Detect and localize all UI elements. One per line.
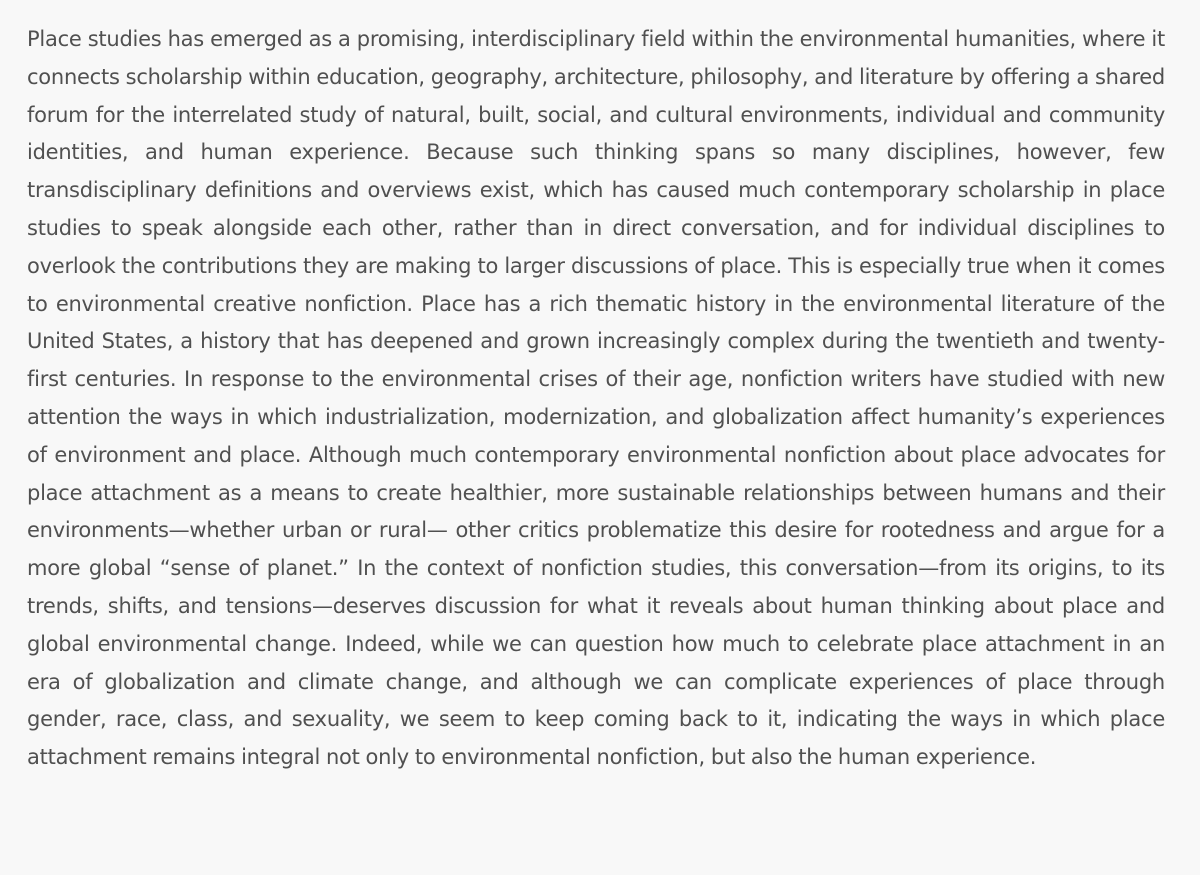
- abstract-paragraph: Place studies has emerged as a promising, interdisciplinary field within the environmental humanities, where it connects scholarship within education, geography, architecture, philosophy, and literature by offering a shared forum for the interrelated study of natural, built, social, and cultural environments, individual and community identities, and human experience. Because such thinking spans so many disciplines, however, few transdisciplinary definitions and overviews exist, which has caused much contemporary scholarship in place studies to speak alongside each other, rather than in direct conversation, and for individual disciplines to overlook the contributions they are making to larger discussions of place. This is especially true when it comes to environmental creative nonfiction. Place has a rich thematic history in the environmental literature of the United States, a history that has deepened and grown increasingly complex during the twentieth and twenty-first centuries. In response to the environmental crises of their age, nonfiction writers have studied with new attention the ways in which industrialization, modernization, and globalization affect humanity’s experiences of environment and place. Although much contemporary environmental nonfiction about place advocates for place attachment as a means to create healthier, more sustainable relationships between humans and their environments—whether urban or rural— other critics problematize this desire for rootedness and argue for a more global “sense of planet.” In the context of nonfiction studies, this conversation—from its origins, to its trends, shifts, and tensions—deserves discussion for what it reveals about human thinking about place and global environmental change. Indeed, while we can question how much to celebrate place attachment in an era of globalization and climate change, and although we can complicate experiences of place through gender, race, class, and sexuality, we seem to keep coming back to it, indicating the ways in which place attachment remains integral not only to environmental nonfiction, but also the human experience.: [27, 27, 1165, 770]
